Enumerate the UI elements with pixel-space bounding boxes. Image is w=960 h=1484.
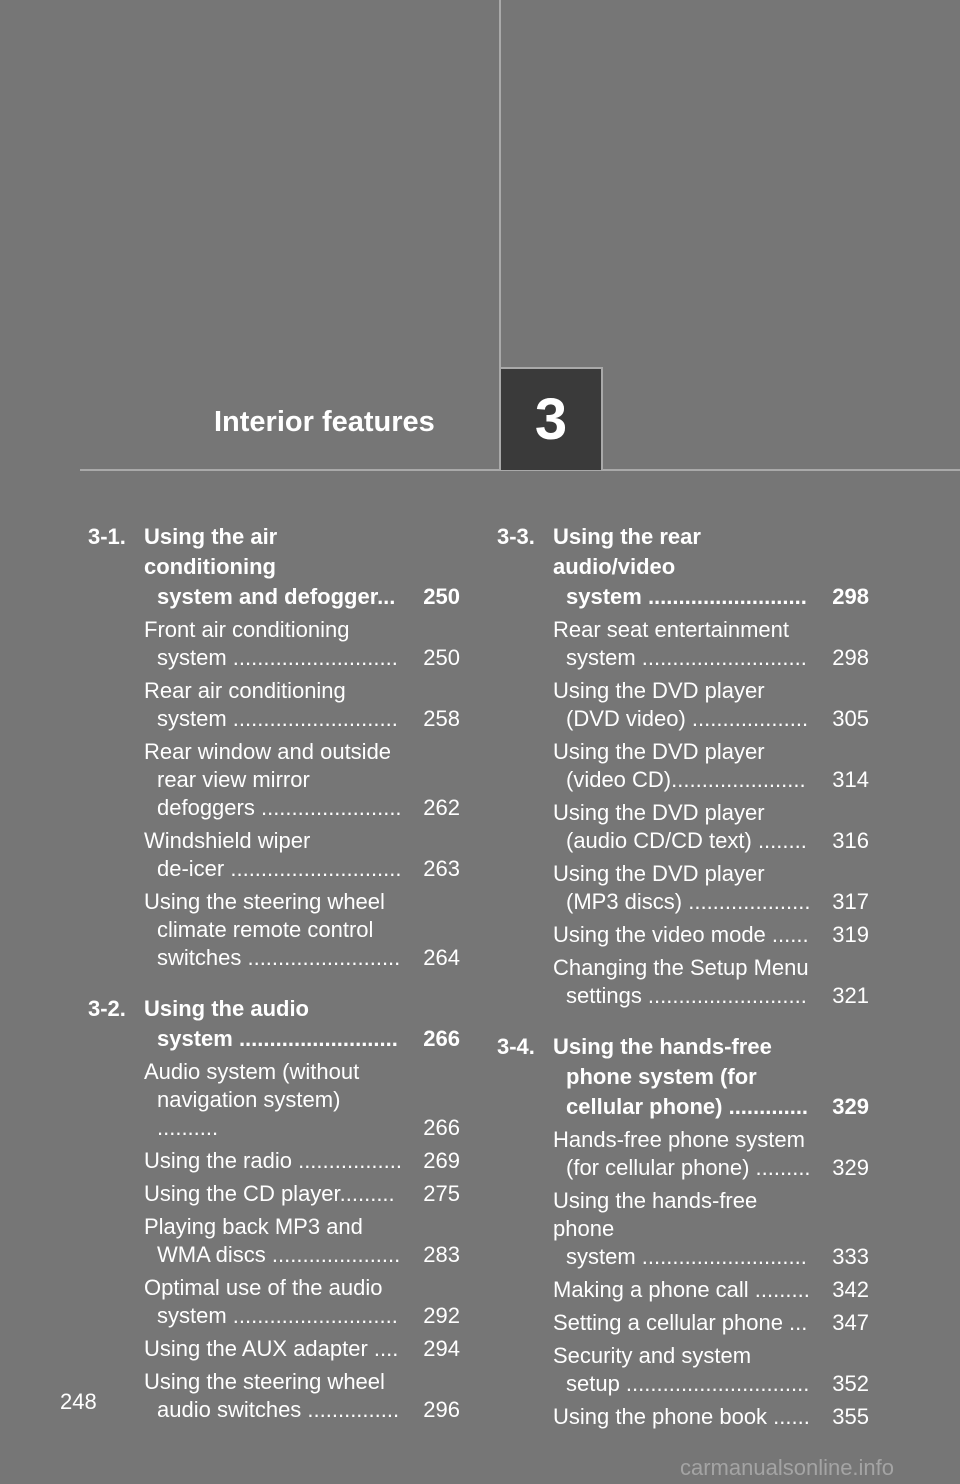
page-number: 248	[60, 1389, 97, 1414]
toc-entry[interactable]	[553, 616, 869, 672]
toc-entry[interactable]	[553, 677, 869, 733]
section-items	[497, 1126, 869, 1431]
toc-column-right	[497, 522, 869, 1453]
entry-text-line: system ...........................	[157, 645, 398, 670]
entry-text-line: Rear air conditioning	[144, 678, 346, 703]
entry-page: 275	[423, 1181, 460, 1206]
entry-text-line: (for cellular phone) .........	[566, 1155, 811, 1180]
section-items	[497, 616, 869, 1010]
toc-entry[interactable]	[144, 1335, 460, 1363]
section-heading[interactable]	[88, 522, 460, 612]
toc-entry[interactable]	[553, 1187, 869, 1271]
entry-page: 283	[423, 1242, 460, 1267]
entry-text-line: system ...........................	[566, 645, 807, 670]
toc-entry[interactable]	[553, 860, 869, 916]
entry-text-line: Playing back MP3 and	[144, 1214, 363, 1239]
entry-page: 298	[832, 645, 869, 670]
toc-entry[interactable]	[553, 1342, 869, 1398]
toc-entry[interactable]	[144, 827, 460, 883]
entry-text-line: Using the hands-free phone	[553, 1188, 758, 1241]
toc-column-left	[88, 522, 460, 1446]
entry-text-line: (DVD video) ...................	[566, 706, 809, 731]
section-number: 3-3.	[497, 524, 535, 549]
chapter-number: 3	[534, 387, 568, 452]
toc-entry[interactable]	[144, 1180, 460, 1208]
entry-text-line: climate remote control	[157, 917, 374, 942]
section-title-line: Using the air conditioning	[144, 524, 278, 579]
toc-entry[interactable]	[553, 738, 869, 794]
entry-text-line: de-icer ............................	[157, 856, 402, 881]
toc-entry[interactable]	[144, 1058, 460, 1142]
entry-text-line: settings ..........................	[566, 983, 807, 1008]
entry-text-line: Using the steering wheel	[144, 889, 385, 914]
entry-text-line: (MP3 discs) ....................	[566, 889, 811, 914]
toc-entry[interactable]	[144, 1274, 460, 1330]
entry-text-line: Windshield wiper	[144, 828, 311, 853]
entry-text-line: Using the DVD player	[553, 861, 765, 886]
entry-text-line: Changing the Setup Menu	[553, 955, 809, 980]
section-title-line: cellular phone) .............	[566, 1094, 809, 1119]
section-title-line: system and defogger...	[157, 584, 396, 609]
section-title-line: system ..........................	[566, 584, 807, 609]
entry-text-line: Using the CD player.........	[144, 1181, 395, 1206]
section-number: 3-1.	[88, 524, 126, 549]
toc-entry[interactable]	[144, 1213, 460, 1269]
entry-text-line: system ...........................	[157, 706, 398, 731]
entry-text-line: rear view mirror	[157, 767, 310, 792]
section-heading[interactable]	[497, 1032, 869, 1122]
entry-text-line: switches .........................	[157, 945, 401, 970]
toc-entry[interactable]	[144, 1368, 460, 1424]
entry-page: 294	[423, 1336, 460, 1361]
section-title-line: Using the hands-free	[553, 1034, 772, 1059]
section-number: 3-2.	[88, 996, 126, 1021]
toc-section	[88, 994, 460, 1424]
toc-entry[interactable]	[144, 738, 460, 822]
entry-text-line: Using the AUX adapter ....	[144, 1336, 399, 1361]
entry-text-line: Using the DVD player	[553, 800, 765, 825]
watermark: carmanualsonline.info	[680, 1455, 895, 1480]
entry-text-line: Using the phone book ......	[553, 1404, 810, 1429]
section-items	[88, 616, 460, 972]
section-page: 329	[832, 1094, 869, 1119]
entry-page: 263	[423, 856, 460, 881]
entry-text-line: Front air conditioning	[144, 617, 350, 642]
entry-page: 355	[832, 1404, 869, 1429]
entry-text-line: Hands-free phone system	[553, 1127, 805, 1152]
entry-page: 352	[832, 1371, 869, 1396]
section-title-line: Using the audio	[144, 996, 309, 1021]
entry-text-line: Rear window and outside	[144, 739, 392, 764]
entry-text-line: system ...........................	[566, 1244, 807, 1269]
section-items	[88, 1058, 460, 1424]
entry-text-line: Security and system	[553, 1343, 752, 1368]
entry-page: 269	[423, 1148, 460, 1173]
entry-page: 333	[832, 1244, 869, 1269]
toc-entry[interactable]	[144, 616, 460, 672]
section-page: 298	[832, 584, 869, 609]
entry-page: 250	[423, 645, 460, 670]
section-title-line: system ..........................	[157, 1026, 398, 1051]
entry-text-line: audio switches ...............	[157, 1397, 400, 1422]
entry-page: 305	[832, 706, 869, 731]
entry-text-line: (video CD)......................	[566, 767, 806, 792]
entry-text-line: defoggers .......................	[157, 795, 402, 820]
entry-text-line: Audio system (without	[144, 1059, 360, 1084]
entry-text-line: Rear seat entertainment	[553, 617, 790, 642]
entry-text-line: setup ..............................	[566, 1371, 810, 1396]
entry-page: 266	[423, 1115, 460, 1140]
entry-text-line: Using the DVD player	[553, 678, 765, 703]
entry-text-line: Making a phone call .........	[553, 1277, 810, 1302]
toc-entry[interactable]	[553, 1126, 869, 1182]
entry-text-line: Using the radio .................	[144, 1148, 402, 1173]
toc-entry[interactable]	[144, 677, 460, 733]
toc-entry[interactable]	[553, 1276, 869, 1304]
entry-page: 347	[832, 1310, 869, 1335]
entry-text-line: Using the steering wheel	[144, 1369, 385, 1394]
section-page: 250	[423, 584, 460, 609]
entry-text-line: system ...........................	[157, 1303, 398, 1328]
entry-page: 292	[423, 1303, 460, 1328]
entry-page: 262	[423, 795, 460, 820]
entry-page: 314	[832, 767, 869, 792]
section-title-line: phone system (for	[566, 1064, 757, 1089]
entry-page: 317	[832, 889, 869, 914]
entry-page: 342	[832, 1277, 869, 1302]
entry-text-line: Setting a cellular phone ...	[553, 1310, 808, 1335]
entry-text-line: Optimal use of the audio	[144, 1275, 383, 1300]
entry-text-line: WMA discs .....................	[157, 1242, 401, 1267]
entry-text-line: Using the DVD player	[553, 739, 765, 764]
chapter-number-box	[501, 367, 603, 470]
entry-page: 321	[832, 983, 869, 1008]
section-title-line: Using the rear audio/video	[553, 524, 701, 579]
entry-text-line: navigation system) ..........	[157, 1087, 341, 1140]
toc-entry[interactable]	[553, 1403, 869, 1431]
entry-page: 316	[832, 828, 869, 853]
entry-text-line: (audio CD/CD text) ........	[566, 828, 807, 853]
toc-section	[497, 1032, 869, 1431]
entry-text-line: Using the video mode ......	[553, 922, 809, 947]
entry-page: 296	[423, 1397, 460, 1422]
toc-entry[interactable]	[553, 799, 869, 855]
toc-section	[497, 522, 869, 1010]
toc-entry[interactable]	[144, 888, 460, 972]
toc-entry[interactable]	[553, 1309, 869, 1337]
entry-page: 264	[423, 945, 460, 970]
entry-page: 258	[423, 706, 460, 731]
toc-entry[interactable]	[553, 954, 869, 1010]
section-heading[interactable]	[88, 994, 460, 1054]
entry-page: 329	[832, 1155, 869, 1180]
toc-entry[interactable]	[553, 921, 869, 949]
toc-section	[88, 522, 460, 972]
section-number: 3-4.	[497, 1034, 535, 1059]
section-page: 266	[423, 1026, 460, 1051]
chapter-title: Interior features	[214, 406, 435, 438]
toc-entry[interactable]	[144, 1147, 460, 1175]
section-heading[interactable]	[497, 522, 869, 612]
entry-page: 319	[832, 922, 869, 947]
